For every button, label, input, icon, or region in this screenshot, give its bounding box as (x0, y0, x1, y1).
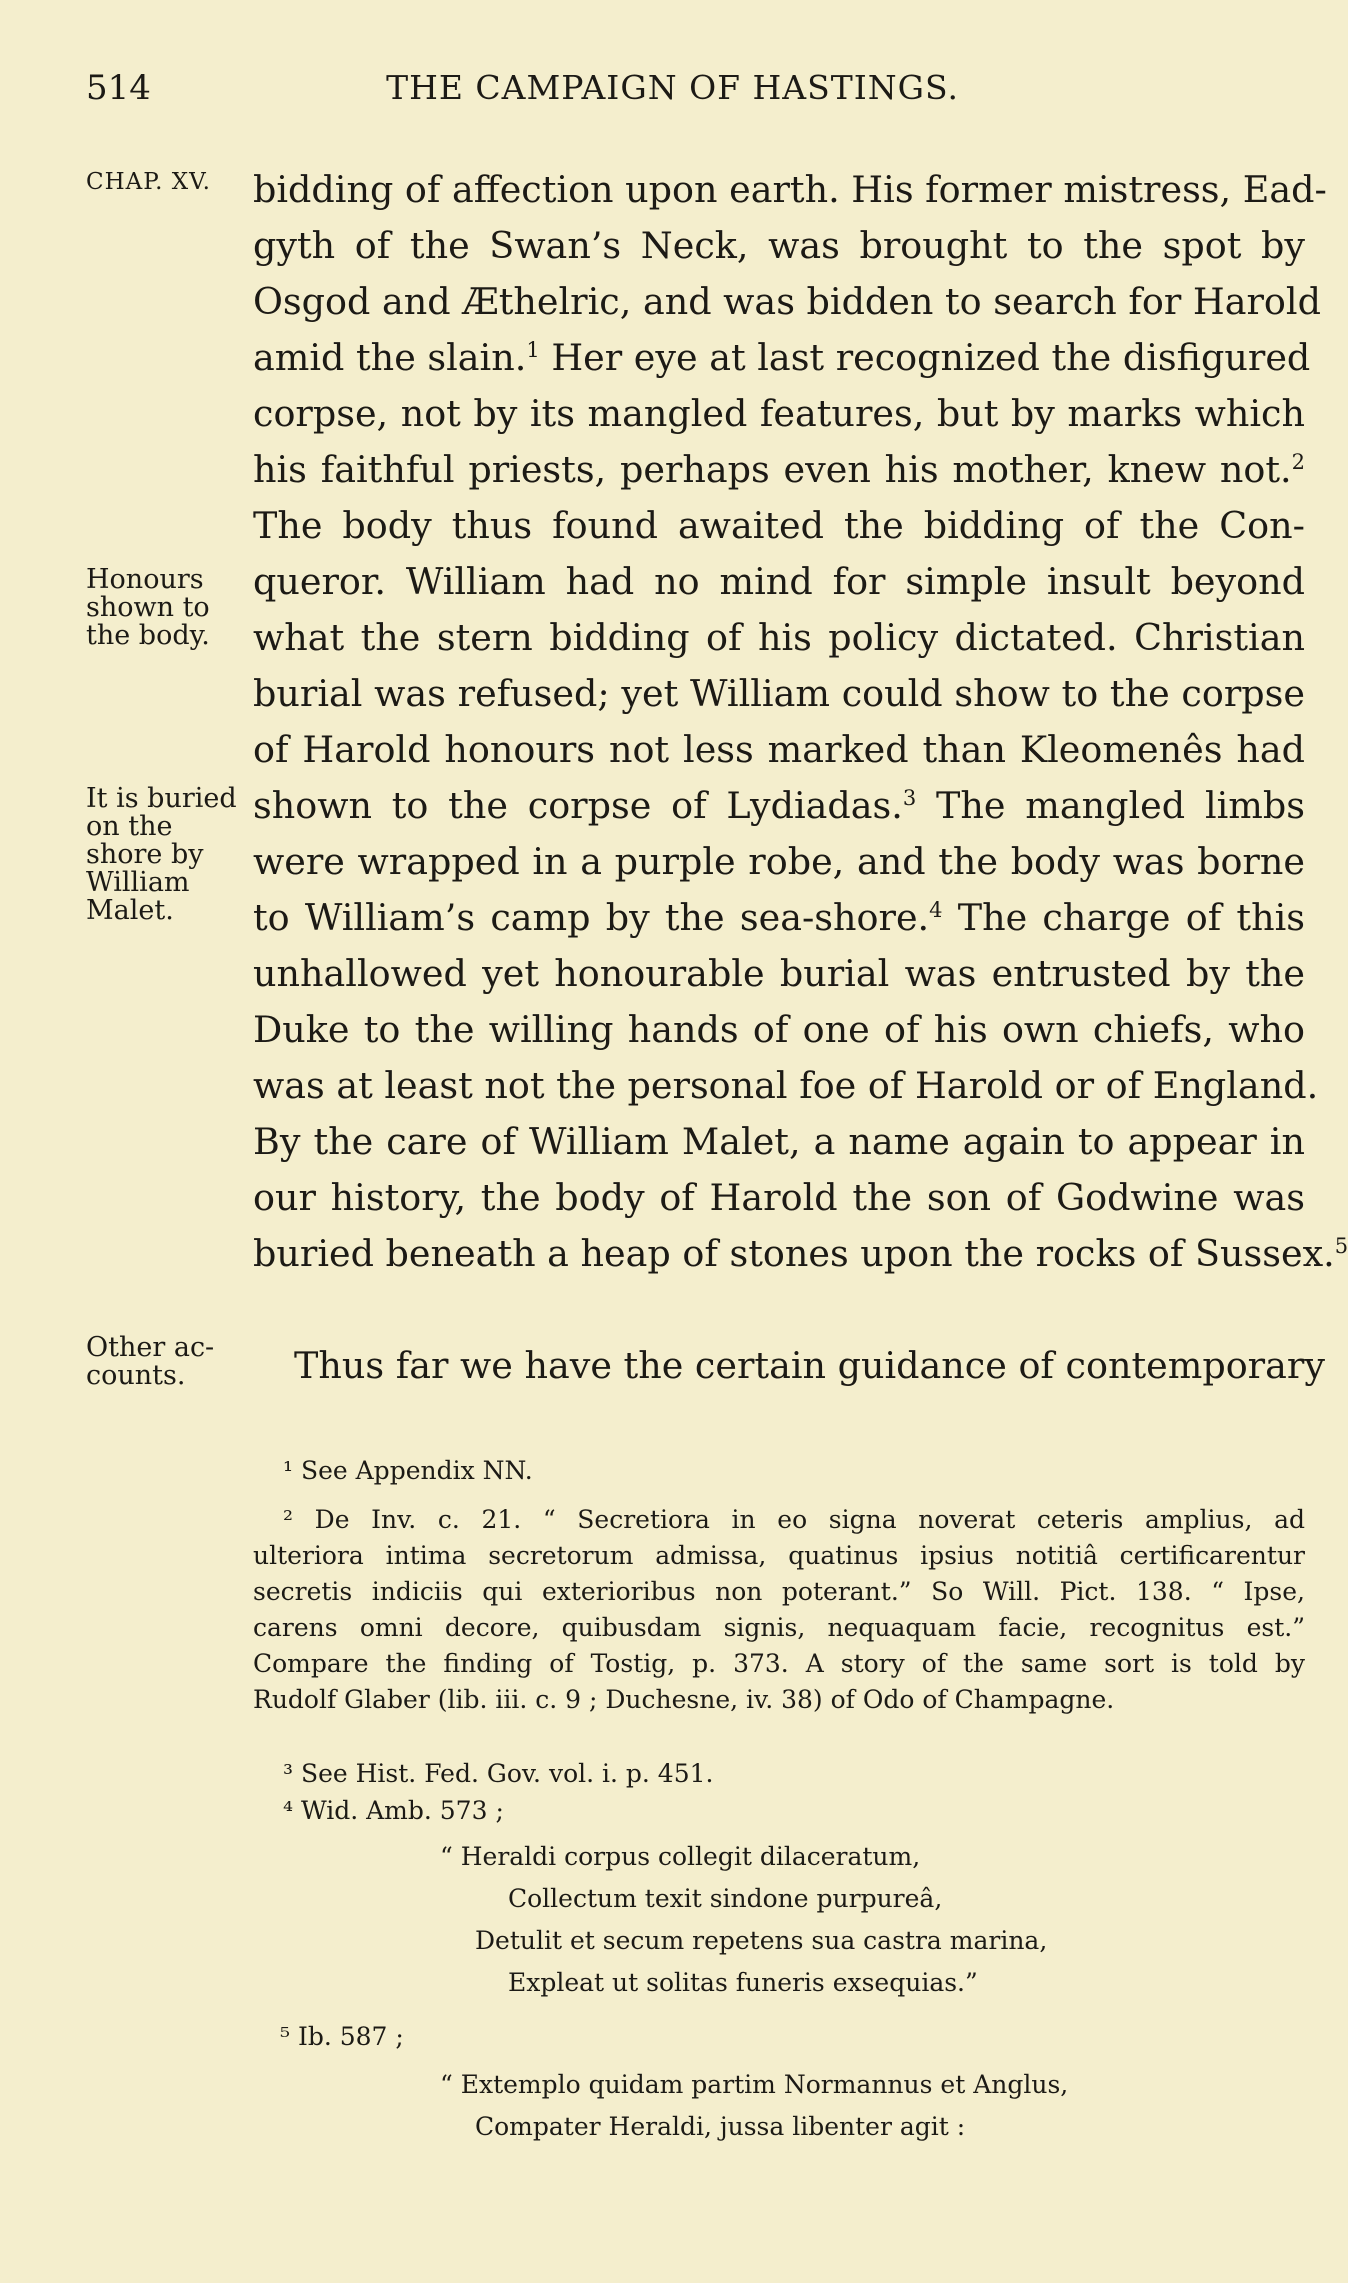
text-line: shown to the corpse of Lydiadas.$^3$ The mangled limbs (253, 784, 1305, 827)
margin-note: Other ac- counts. (86, 1332, 215, 1391)
text-line: Thus far we have the certain guidance of contemporary (294, 1344, 1325, 1387)
text-line: amid the slain.$^1$ Her eye at last recognized the disfigured (253, 336, 1311, 379)
footnote-ref: 2 (1291, 450, 1305, 474)
text-line: bidding of affection upon earth. His former mistress, Ead- (253, 168, 1327, 211)
text-line: The body thus found awaited the bidding of the Con- (253, 504, 1305, 547)
text-line: gyth of the Swan’s Neck, was brought to the spot by (253, 224, 1305, 267)
chapter-label: CHAP. XV. (86, 169, 211, 195)
page-number: 514 (86, 68, 151, 108)
footnote: ⁵ Ib. 587 ; (280, 2022, 404, 2051)
footnote-line: secretis indiciis qui exterioribus non poterant.” So Will. Pict. 138. “ Ipse, (253, 1577, 1305, 1606)
text-line: Duke to the willing hands of one of his own chiefs, who (253, 1008, 1305, 1051)
text-line: By the care of William Malet, a name again to appear in (253, 1120, 1305, 1163)
footnote-ref: 4 (929, 898, 943, 922)
footnote-line: Compare the finding of Tostig, p. 373. A story of the same sort is told by (253, 1649, 1305, 1678)
text-line: burial was refused; yet William could show to the corpse (253, 672, 1305, 715)
verse-line: Detulit et secum repetens sua castra marina, (475, 1926, 1048, 1955)
text-line: unhallowed yet honourable burial was entrusted by the (253, 952, 1305, 995)
text-line: what the stern bidding of his policy dictated. Christian (253, 616, 1305, 659)
running-head: THE CAMPAIGN OF HASTINGS. (386, 68, 959, 107)
footnote-line: ulteriora intima secretorum admissa, quatinus ipsius notitiâ certificarentur (253, 1541, 1305, 1570)
verse-line: Collectum texit sindone purpureâ, (508, 1884, 943, 1913)
footnote-line: carens omni decore, quibusdam signis, nequaquam facie, recognitus est.” (253, 1613, 1305, 1642)
footnote: ³ See Hist. Fed. Gov. vol. i. p. 451. (283, 1759, 714, 1788)
text-line: was at least not the personal foe of Harold or of England. (253, 1064, 1319, 1107)
text-line: our history, the body of Harold the son of Godwine was (253, 1176, 1305, 1219)
footnote-ref: 5 (1334, 1234, 1348, 1258)
text-line: of Harold honours not less marked than Kleomenês had (253, 728, 1305, 771)
footnote: ¹ See Appendix NN. (283, 1456, 533, 1485)
footnote-ref: 3 (902, 786, 917, 810)
footnote: ⁴ Wid. Amb. 573 ; (283, 1796, 504, 1825)
text-line: buried beneath a heap of stones upon the rocks of Sussex.$^5$ (253, 1232, 1348, 1275)
text-line: Osgod and Æthelric, and was bidden to search for Harold (253, 280, 1321, 323)
text-line: to William’s camp by the sea-shore.$^4$ The charge of this (253, 896, 1305, 939)
text-line: queror. William had no mind for simple insult beyond (253, 560, 1305, 603)
text-line: corpse, not by its mangled features, but by marks which (253, 392, 1305, 435)
footnote-line: Rudolf Glaber (lib. iii. c. 9 ; Duchesne, iv. 38) of Odo of Champagne. (253, 1685, 1115, 1714)
verse-line: Expleat ut solitas funeris exsequias.” (508, 1968, 978, 1997)
margin-note: Honours shown to the body. (86, 564, 210, 651)
verse-line: “ Extemplo quidam partim Normannus et Anglus, (440, 2070, 1069, 2099)
margin-note: It is buried on the shore by William Malet. (86, 783, 237, 926)
verse-line: Compater Heraldi, jussa libenter agit : (475, 2112, 966, 2141)
verse-line: “ Heraldi corpus collegit dilaceratum, (440, 1842, 921, 1871)
footnote: ² De Inv. c. 21. “ Secretiora in eo signa noverat ceteris amplius, ad (283, 1505, 1305, 1534)
footnote-ref: 1 (526, 338, 540, 362)
text-line: were wrapped in a purple robe, and the body was borne (253, 840, 1305, 883)
text-line: his faithful priests, perhaps even his mother, knew not.$^2$ (253, 448, 1305, 491)
page-header (86, 68, 1259, 118)
